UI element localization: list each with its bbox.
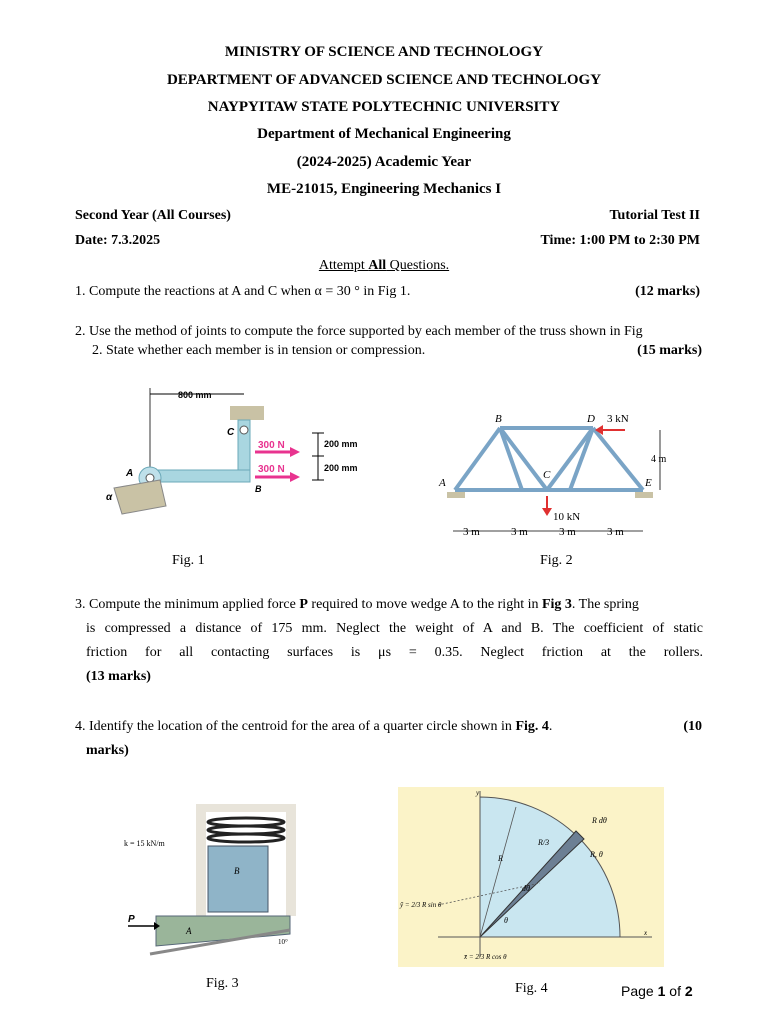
exam-date: Date: 7.3.2025 (75, 233, 161, 248)
fig4-label-x: x (644, 929, 648, 937)
question-2-marks: (15 marks) (637, 343, 702, 358)
page-of: of (665, 983, 685, 999)
fig1-dim-top: 800 mm (178, 390, 212, 400)
fig1-dim1: 200 mm (324, 439, 358, 449)
fig1-load2: 300 N (258, 464, 285, 475)
question-1: 1. Compute the reactions at A and C when α = 30 ° in Fig 1. (75, 284, 411, 299)
question-3-marks: (13 marks) (86, 669, 151, 684)
question-4-marks-b: marks) (86, 743, 129, 758)
question-2-line1: 2. Use the method of joints to compute the force supported by each member of the truss shown in Fig (75, 324, 643, 339)
fig1-bracket-horizontal (148, 470, 250, 482)
fig3-block-b (208, 846, 268, 912)
question-3-line1 (75, 593, 703, 617)
fig3-label-b: B (234, 866, 240, 876)
question-1-marks: (12 marks) (635, 284, 700, 299)
fig1-label-a: A (126, 468, 134, 479)
header-university: NAYPYITAW STATE POLYTECHNIC UNIVERSITY (207, 99, 561, 115)
q3-fig-ref: Fig 3 (541, 597, 572, 612)
instruction-post: Questions. (386, 258, 450, 273)
figure-4-caption: Fig. 4 (515, 981, 548, 996)
fig1-label-alpha: α (106, 492, 113, 503)
fig3-label-p: P (128, 914, 135, 925)
fig2-label-d: D (587, 413, 595, 425)
fig2-label-a: A (439, 477, 446, 489)
fig4-label-theta: θ (504, 916, 508, 925)
fig1-label-b: B (255, 484, 262, 494)
header-dept-mech: Department of Mechanical Engineering (257, 126, 511, 142)
figure-1-caption: Fig. 1 (172, 553, 205, 568)
q4-fig-ref: Fig. 4 (515, 719, 549, 734)
fig4-ybar: ȳ = 2/3 R sin θ (400, 901, 442, 909)
fig2-label-e: E (645, 477, 652, 489)
figure-4-quarter-circle (398, 787, 664, 967)
page-current: 1 (657, 983, 666, 999)
fig3-label-a: A (186, 926, 192, 936)
header-course: ME-21015, Engineering Mechanics I (266, 181, 502, 197)
question-4-marks-a: (10 (683, 719, 702, 734)
fig1-pin-c (240, 426, 248, 434)
question-4-line1 (75, 715, 552, 739)
fig1-load2-head (290, 472, 300, 482)
year-group: Second Year (All Courses) (75, 208, 231, 223)
fig4-label-rdtheta: R dθ (592, 816, 607, 825)
q4-part2: . (548, 719, 553, 734)
header-ministry: MINISTRY OF SCIENCE AND TECHNOLOGY (224, 44, 544, 60)
fig2-span3: 3 m (559, 526, 576, 538)
fig2-load-top: 3 kN (607, 413, 629, 425)
fig4-label-dtheta: dθ (522, 884, 530, 893)
page-label: Page (621, 983, 658, 999)
fig2-label-b: B (495, 413, 502, 425)
fig2-support-e (635, 492, 653, 498)
exam-time: Time: 1:00 PM to 2:30 PM (540, 233, 700, 248)
fig2-span2: 3 m (511, 526, 528, 538)
fig1-top-support (230, 406, 264, 420)
fig4-label-r: R (498, 854, 503, 863)
instruction-pre: Attempt (318, 258, 369, 273)
test-name: Tutorial Test II (609, 208, 700, 223)
fig4-label-r3: R/3 (538, 838, 550, 847)
fig2-span1: 3 m (463, 526, 480, 538)
figure-1-bracket (100, 380, 380, 530)
q3-part3: . The spring (571, 597, 639, 612)
question-3-line2: is compressed a distance of 175 mm. Neglect the weight of A and B. The coefficient of static (86, 621, 703, 636)
fig2-span4: 3 m (607, 526, 624, 538)
header-academic-year: (2024-2025) Academic Year (296, 154, 472, 170)
fig2-height: 4 m (651, 454, 667, 465)
fig1-label-c: C (227, 427, 235, 438)
figure-2-truss (425, 408, 675, 543)
fig1-load1: 300 N (258, 440, 285, 451)
q3-force-p: P (299, 597, 308, 612)
fig1-inclined-support (114, 480, 166, 514)
fig2-label-c: C (543, 469, 551, 481)
fig2-support-a (447, 492, 465, 498)
fig3-angle: 10° (278, 938, 288, 946)
question-2-line2: 2. State whether each member is in tension or compression. (92, 343, 426, 358)
figure-3-caption: Fig. 3 (206, 976, 239, 991)
header-department: DEPARTMENT OF ADVANCED SCIENCE AND TECHNOLOGY (166, 72, 602, 88)
fig4-xbar: x̄ = 2/3 R cos θ (464, 953, 507, 961)
fig1-dim2: 200 mm (324, 463, 358, 473)
instruction (0, 258, 768, 274)
fig1-load1-head (290, 447, 300, 457)
fig2-load-bottom: 10 kN (553, 511, 581, 523)
figure-2-caption: Fig. 2 (540, 553, 573, 568)
instruction-bold: All (368, 258, 387, 273)
fig2-load-bottom-head (542, 508, 552, 516)
fig4-label-y: y (476, 789, 480, 797)
fig3-spring-label: k = 15 kN/m (124, 839, 165, 848)
figure-3-wedge (120, 800, 300, 960)
q3-part2: required to move wedge A to the right in (307, 597, 542, 612)
q4-part1: 4. Identify the location of the centroid for the area of a quarter circle shown in (75, 719, 516, 734)
fig4-label-rtheta: R, θ (590, 850, 603, 859)
page-number (621, 983, 693, 999)
page-total: 2 (684, 983, 693, 999)
question-3-line3: friction for all contacting surfaces is μs = 0.35. Neglect friction at the rollers. (86, 645, 703, 660)
q3-part1: 3. Compute the minimum applied force (75, 597, 300, 612)
